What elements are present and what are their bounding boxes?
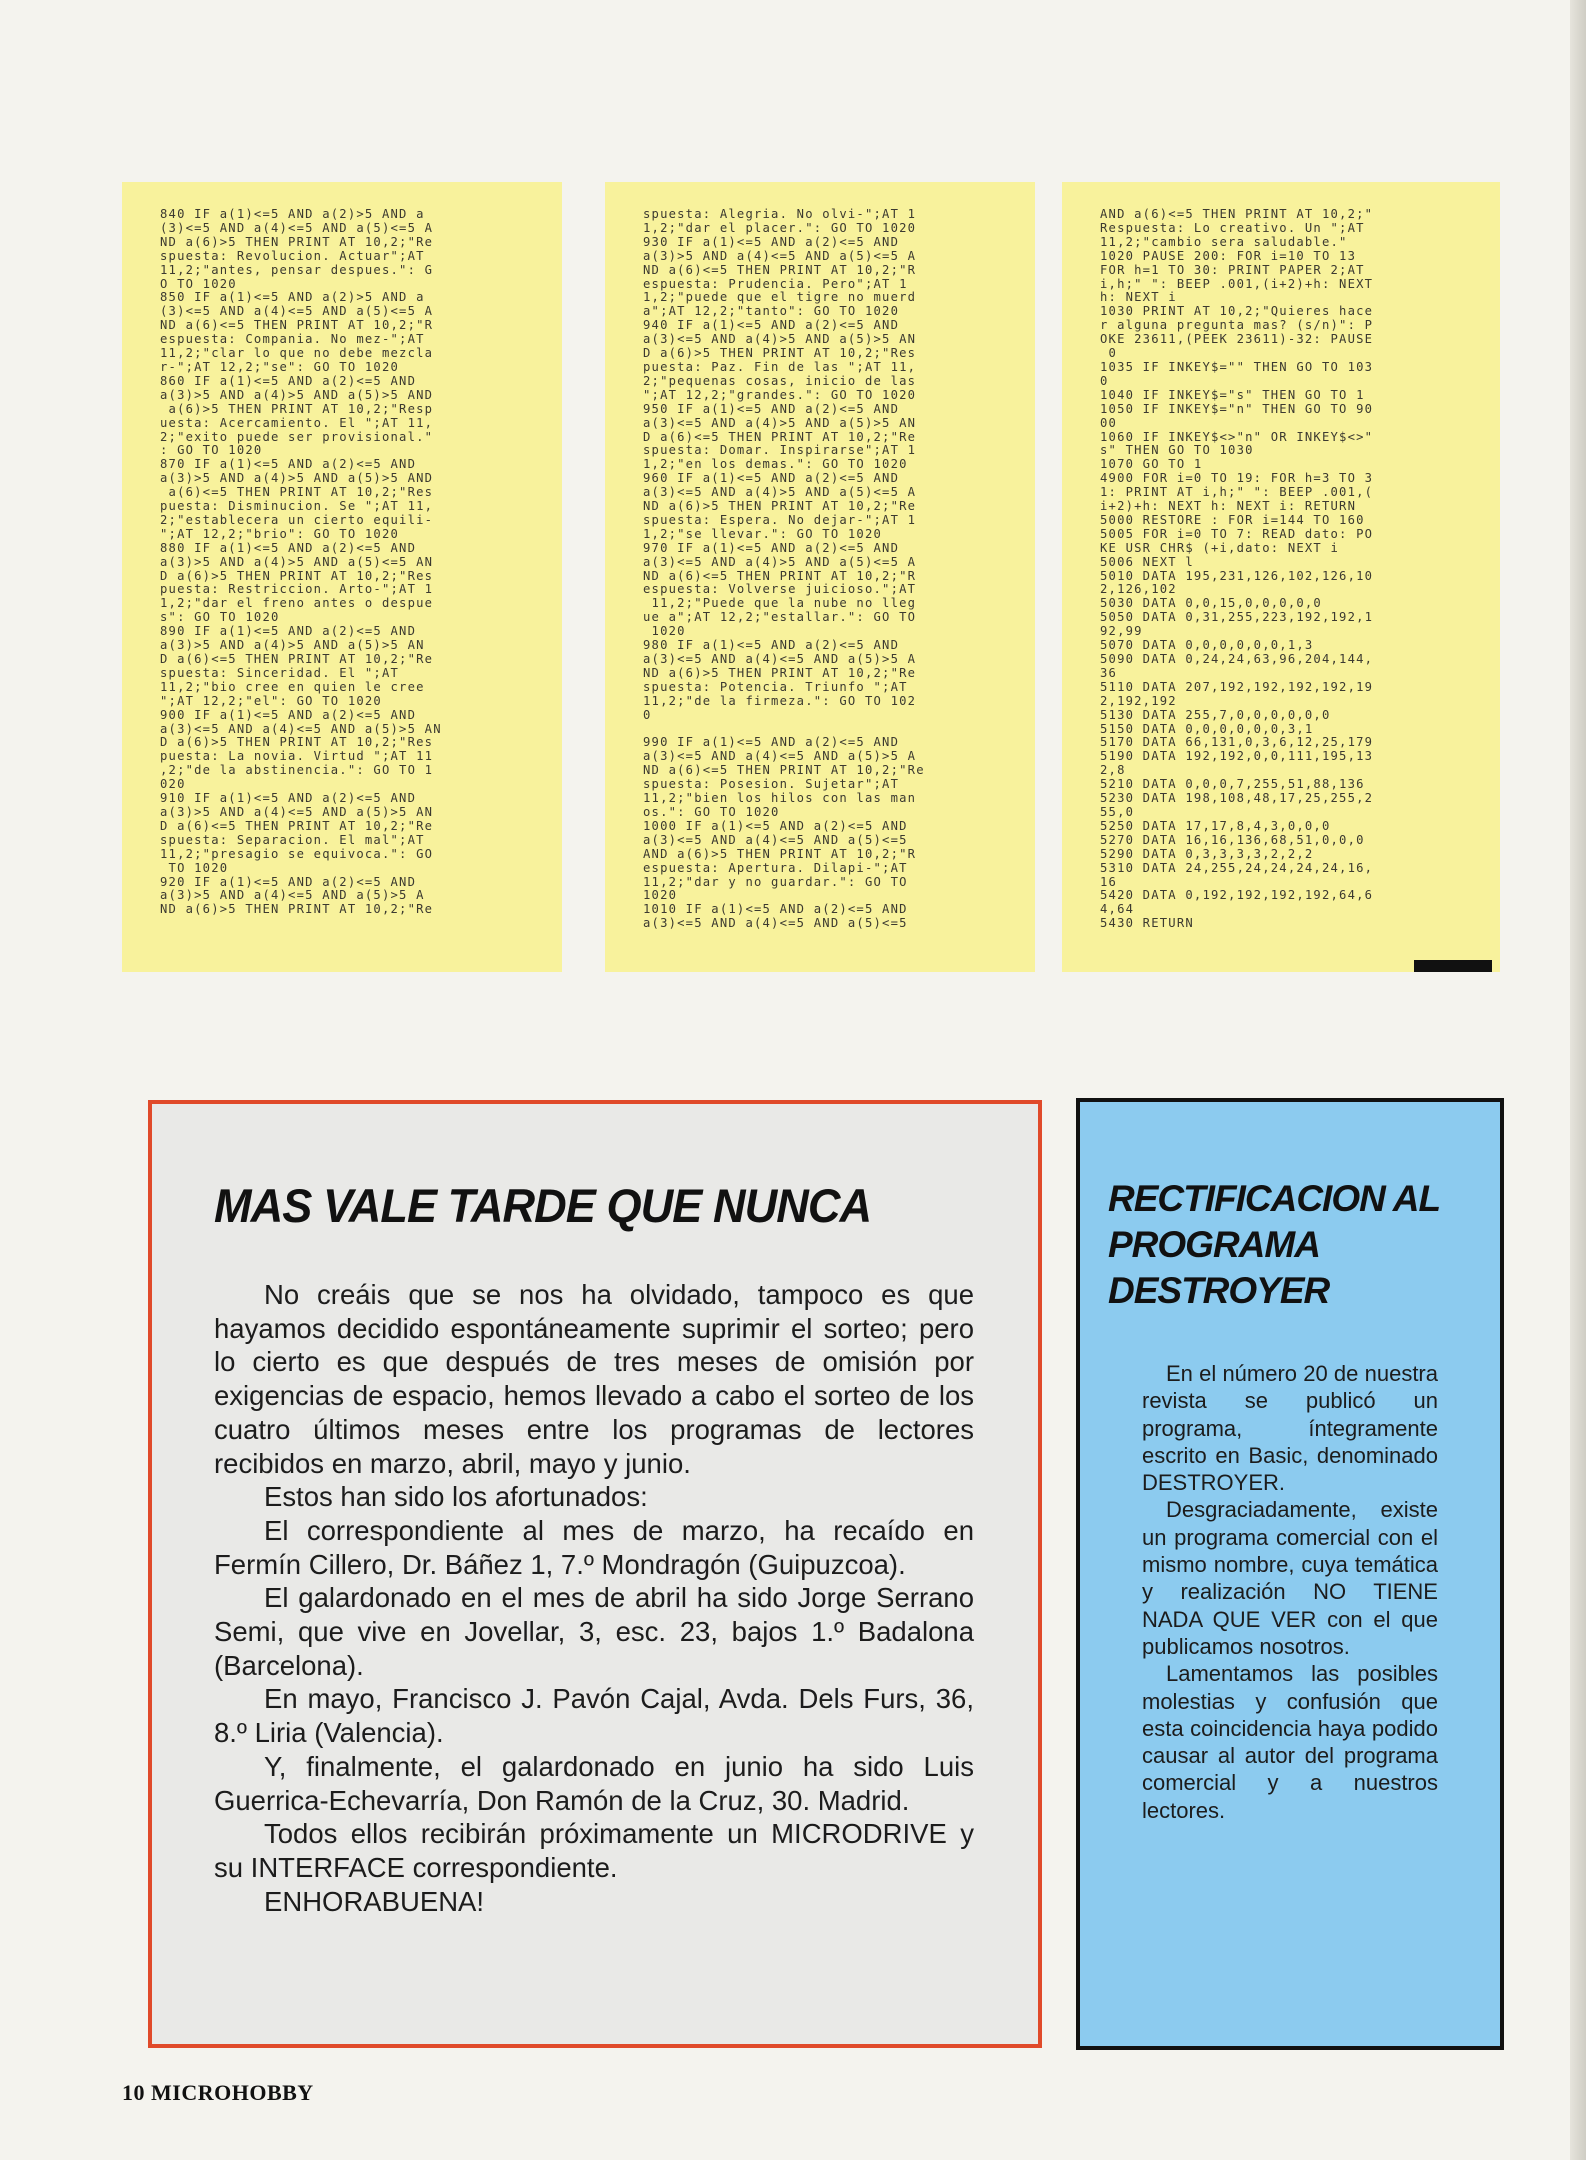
article-paragraph: En mayo, Francisco J. Pavón Cajal, Avda. Dels Furs, 36, 8.º Liria (Valencia). <box>214 1683 974 1749</box>
rectification-title: RECTIFICACION AL PROGRAMA DESTROYER <box>1108 1178 1440 1311</box>
article-title: MAS VALE TARDE QUE NUNCA <box>214 1179 872 1232</box>
rectification-body <box>1142 1360 1438 1824</box>
listing-code-3: AND a(6)<=5 THEN PRINT AT 10,2;" Respuesta: Lo creativo. Un ";AT 11,2;"cambio sera saludable." 1020 PAUSE 200: FOR i=10 TO 13 FOR h=1 TO 30: PRINT PAPER 2;AT i,h;" ": BEEP .001,(i+2)+h: NEXT h: NEXT i 1030 PRINT AT 10,2;"Quieres hace r alguna pregunta mas? (s/n)": P OKE 23611,(PEEK 23611)-32: PAUSE 0 1035 IF INKEY$="" THEN GO TO 103 0 1040 IF INKEY$="s" THEN GO TO 1 1050 IF INKEY$="n" THEN GO TO 90 00 1060 IF INKEY$<>"n" OR INKEY$<>" s" THEN GO TO 1030 1070 GO TO 1 4900 FOR i=0 TO 19: FOR h=3 TO 3 1: PRINT AT i,h;" ": BEEP .001,( i+2)+h: NEXT h: NEXT i: RETURN 5000 RESTORE : FOR i=144 TO 160 5005 FOR i=0 TO 7: READ dato: PO KE USR CHR$ (+i,dato: NEXT i 5006 NEXT l 5010 DATA 195,231,126,102,126,10 2,126,102 5030 DATA 0,0,15,0,0,0,0,0 5050 DATA 0,31,255,223,192,192,1 92,99 5070 DATA 0,0,0,0,0,0,1,3 5090 DATA 0,24,24,63,96,204,144, 36 5110 DATA 207,192,192,192,192,19 2,192,192 5130 DATA 255,7,0,0,0,0,0,0 5150 DATA 0,0,0,0,0,0,3,1 5170 DATA 66,131,0,3,6,12,25,179 5190 DATA 192,192,0,0,111,195,13 2,8 5210 DATA 0,0,0,7,255,51,88,136 5230 DATA 198,108,48,17,25,255,2 55,0 5250 DATA 17,17,8,4,3,0,0,0 5270 DATA 16,16,136,68,51,0,0,0 5290 DATA 0,3,3,3,3,2,2,2 5310 DATA 24,255,24,24,24,24,16, 16 5420 DATA 0,192,192,192,192,64,6 4,64 5430 RETURN <box>1100 207 1374 931</box>
listing-code-1: 840 IF a(1)<=5 AND a(2)>5 AND a (3)<=5 AND a(4)<=5 AND a(5)<=5 A ND a(6)>5 THEN PRINT AT 10,2;"Re spuesta: Revolucion. Actuar";AT 11,2;"antes, pensar despues.": G O TO 1020 850 IF a(1)<=5 AND a(2)>5 AND a (3)<=5 AND a(4)<=5 AND a(5)<=5 A ND a(6)<=5 THEN PRINT AT 10,2;"R espuesta: Compania. No mez-";AT 11,2;"clar lo que no debe mezcla r-";AT 12,2;"se": GO TO 1020 860 IF a(1)<=5 AND a(2)<=5 AND a(3)>5 AND a(4)>5 AND a(5)>5 AND a(6)>5 THEN PRINT AT 10,2;"Resp uesta: Acercamiento. El ";AT 11, 2;"exito puede ser provisional." : GO TO 1020 870 IF a(1)<=5 AND a(2)<=5 AND a(3)>5 AND a(4)>5 AND a(5)>5 AND a(6)<=5 THEN PRINT AT 10,2;"Res puesta: Disminucion. Se ";AT 11, 2;"establecera un cierto equili- ";AT 12,2;"brio": GO TO 1020 880 IF a(1)<=5 AND a(2)<=5 AND a(3)>5 AND a(4)>5 AND a(5)<=5 AN D a(6)>5 THEN PRINT AT 10,2;"Res puesta: Restriccion. Arto-";AT 1 1,2;"dar el freno antes o despue s": GO TO 1020 890 IF a(1)<=5 AND a(2)<=5 AND a(3)>5 AND a(4)>5 AND a(5)>5 AN D a(6)<=5 THEN PRINT AT 10,2;"Re spuesta: Sinceridad. El ";AT 11,2;"bio cree en quien le cree ";AT 12,2;"el": GO TO 1020 900 IF a(1)<=5 AND a(2)<=5 AND a(3)<=5 AND a(4)<=5 AND a(5)>5 AN D a(6)>5 THEN PRINT AT 10,2;"Res puesta: La novia. Virtud ";AT 11 ,2;"de la abstinencia.": GO TO 1 020 910 IF a(1)<=5 AND a(2)<=5 AND a(3)>5 AND a(4)<=5 AND a(5)>5 AN D a(6)<=5 THEN PRINT AT 10,2;"Re spuesta: Separacion. El mal";AT 11,2;"presagio se equivoca.": GO TO 1020 920 IF a(1)<=5 AND a(2)<=5 AND a(3)>5 AND a(4)<=5 AND a(5)>5 A ND a(6)>5 THEN PRINT AT 10,2;"Re <box>160 207 442 917</box>
article-paragraph: No creáis que se nos ha olvidado, tampoco es que hayamos decidido espontáneamente suprimir el sorteo; pero lo cierto es que después de tres meses de omisión por exigencias de espacio, hemos llevado a cabo el sorteo de los cuatro últimos meses entre los programas de lectores recibidos en marzo, abril, mayo y junio. <box>214 1279 974 1479</box>
article-paragraph: ENHORABUENA! <box>264 1885 485 1917</box>
article-paragraph: El correspondiente al mes de marzo, ha recaído en Fermín Cillero, Dr. Báñez 1, 7.º Mondragón (Guipuzcoa). <box>214 1514 974 1580</box>
article-paragraph: Y, finalmente, el galardonado en junio ha sido Luis Guerrica-Echevarría, Don Ramón de la Cruz, 30. Madrid. <box>214 1750 974 1816</box>
page-footer-folio: 10 MICROHOBBY <box>122 2080 314 2105</box>
article-paragraph: El galardonado en el mes de abril ha sido Jorge Serrano Semi, que vive en Jovellar, 3, esc. 23, bajos 1.º Badalona (Barcelona). <box>214 1582 974 1681</box>
rectification-box <box>1076 1098 1504 2050</box>
rectification-paragraph: Lamentamos las posibles molestias y confusión que esta coincidencia haya podido causar al autor del programa comercial y a nuestros lectores. <box>1142 1661 1438 1823</box>
rectification-paragraph: Desgraciadamente, existe un programa comercial con el mismo nombre, cuya temática y realización NO TIENE NADA QUE VER con el que publicamos nosotros. <box>1142 1497 1438 1659</box>
listing-end-marker <box>1414 960 1492 972</box>
listing-column-1 <box>122 182 562 972</box>
article-box-sorteo <box>148 1100 1042 2048</box>
listing-code-2: spuesta: Alegria. No olvi-";AT 1 1,2;"dar el placer.": GO TO 1020 930 IF a(1)<=5 AND a(2)<=5 AND a(3)>5 AND a(4)<=5 AND a(5)<=5 A ND a(6)<=5 THEN PRINT AT 10,2;"R espuesta: Prudencia. Pero";AT 1 1,2;"puede que el tigre no muerd a";AT 12,2;"tanto": GO TO 1020 940 IF a(1)<=5 AND a(2)<=5 AND a(3)<=5 AND a(4)>5 AND a(5)>5 AN D a(6)>5 THEN PRINT AT 10,2;"Res puesta: Paz. Fin de las ";AT 11, 2;"pequenas cosas, inicio de las ";AT 12,2;"grandes.": GO TO 1020 950 IF a(1)<=5 AND a(2)<=5 AND a(3)<=5 AND a(4)>5 AND a(5)>5 AN D a(6)<=5 THEN PRINT AT 10,2;"Re spuesta: Domar. Inspirarse";AT 1 1,2;"en los demas.": GO TO 1020 960 IF a(1)<=5 AND a(2)<=5 AND a(3)<=5 AND a(4)>5 AND a(5)<=5 A ND a(6)>5 THEN PRINT AT 10,2;"Re spuesta: Espera. No dejar-";AT 1 1,2;"se llevar.": GO TO 1020 970 IF a(1)<=5 AND a(2)<=5 AND a(3)<=5 AND a(4)>5 AND a(5)<=5 A ND a(6)<=5 THEN PRINT AT 10,2;"R espuesta: Volverse juicioso.";AT 11,2;"Puede que la nube no lleg ue a";AT 12,2;"estallar.": GO TO 1020 980 IF a(1)<=5 AND a(2)<=5 AND a(3)<=5 AND a(4)<=5 AND a(5)>5 A ND a(6)>5 THEN PRINT AT 10,2;"Re spuesta: Potencia. Triunfo ";AT 11,2;"de la firmeza.": GO TO 102 0 990 IF a(1)<=5 AND a(2)<=5 AND a(3)<=5 AND a(4)<=5 AND a(5)>5 A ND a(6)<=5 THEN PRINT AT 10,2;"Re spuesta: Posesion. Sujetar";AT 11,2;"bien los hilos con las man os.": GO TO 1020 1000 IF a(1)<=5 AND a(2)<=5 AND a(3)<=5 AND a(4)<=5 AND a(5)<=5 AND a(6)>5 THEN PRINT AT 10,2;"R espuesta: Apertura. Dilapi-";AT 11,2;"dar y no guardar.": GO TO 1020 1010 IF a(1)<=5 AND a(2)<=5 AND a(3)<=5 AND a(4)<=5 AND a(5)<=5 <box>643 207 925 931</box>
listing-column-2 <box>605 182 1035 972</box>
listing-column-3 <box>1062 182 1500 972</box>
rectification-paragraph: En el número 20 de nuestra revista se publicó un programa, íntegramente escrito en Basic, denominado DESTROYER. <box>1142 1361 1438 1496</box>
page-spine-shadow <box>1570 0 1586 2160</box>
article-paragraph: Todos ellos recibirán próximamente un MICRODRIVE y su INTERFACE correspondiente. <box>214 1818 974 1883</box>
article-paragraph: Estos han sido los afortunados: <box>264 1481 648 1513</box>
article-body <box>214 1278 974 1918</box>
